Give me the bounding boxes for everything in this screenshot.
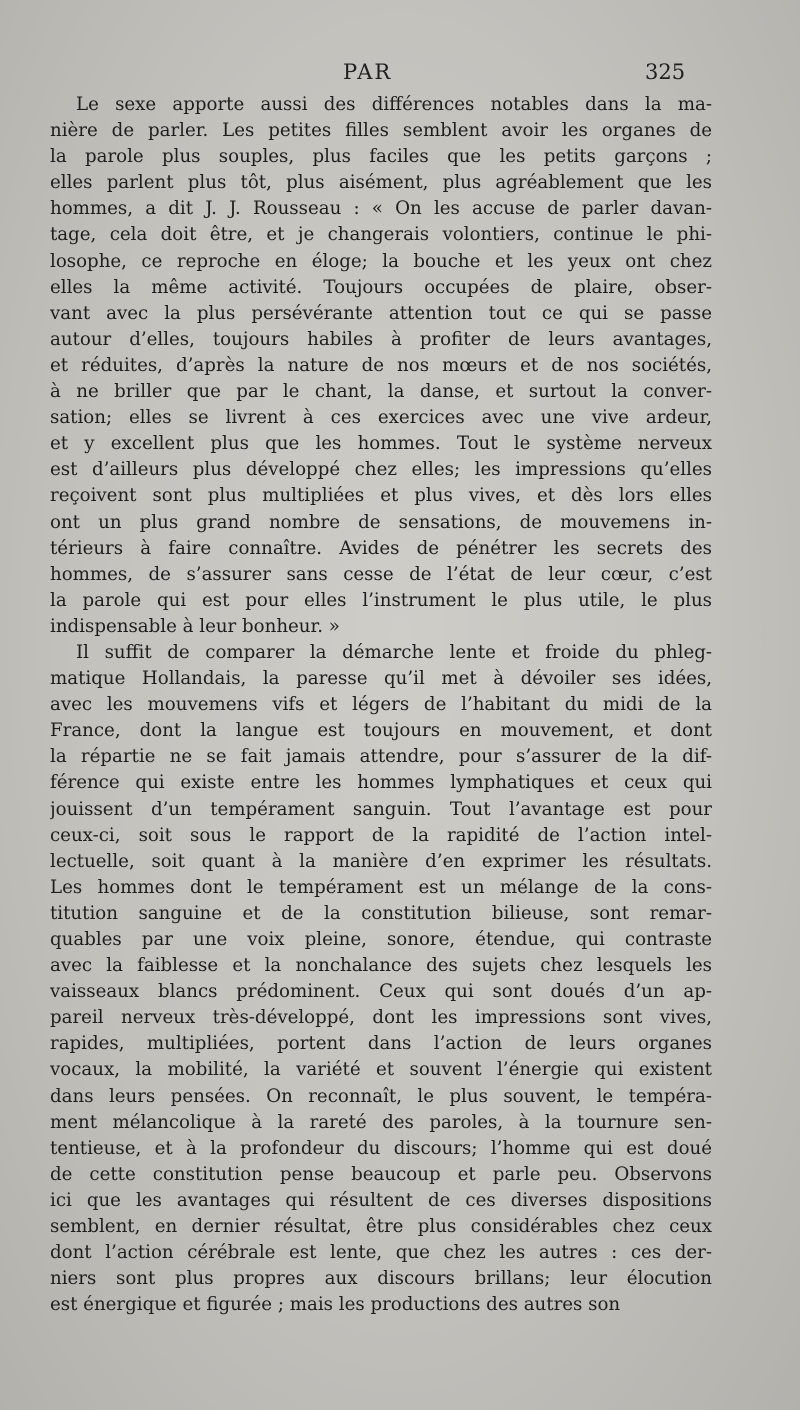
page-number: 325 bbox=[645, 60, 686, 84]
text-line: Il suffit de comparer la démarche lente et froide du phleg- bbox=[76, 641, 712, 663]
text-line: Le sexe apporte aussi des différences notables dans la ma- bbox=[76, 94, 712, 115]
text-line: hommes, a dit J. J. Rousseau : « On les accuse de parler davan- bbox=[50, 198, 712, 220]
text-line: vocaux, la mobilité, la variété et souvent l’énergie qui existent bbox=[50, 1059, 712, 1081]
text-line: niers sont plus propres aux discours brillans; leur élocution bbox=[50, 1268, 712, 1290]
page-header bbox=[0, 58, 800, 88]
text-line: et y excellent plus que les hommes. Tout le système nerveux bbox=[50, 433, 712, 455]
text-line: et réduites, d’après la nature de nos mœurs et de nos sociétés, bbox=[50, 354, 712, 376]
text-line: dans leurs pensées. On reconnaît, le plus souvent, le tempéra- bbox=[50, 1085, 712, 1107]
text-line: térieurs à faire connaître. Avides de pénétrer les secrets des bbox=[50, 537, 712, 559]
text-line: est d’ailleurs plus développé chez elles; les impressions qu’elles bbox=[50, 459, 712, 481]
text-line: indispensable à leur bonheur. » bbox=[50, 615, 340, 637]
text-line: la parole qui est pour elles l’instrument le plus utile, le plus bbox=[50, 589, 712, 611]
text-line: ici que les avantages qui résultent de ces diverses dispositions bbox=[50, 1189, 712, 1211]
text-line: matique Hollandais, la paresse qu’il met à dévoiler ses idées, bbox=[50, 668, 712, 690]
text-line: pareil nerveux très-développé, dont les impressions sont vives, bbox=[50, 1007, 712, 1029]
text-line: hommes, de s’assurer sans cesse de l’état de leur cœur, c’est bbox=[50, 563, 712, 585]
text-line: titution sanguine et de la constitution bilieuse, sont remar- bbox=[50, 902, 712, 924]
text-line: est énergique et figurée ; mais les productions des autres son bbox=[50, 1294, 621, 1316]
running-head: PAR bbox=[343, 60, 393, 84]
text-line: vaisseaux blancs prédominent. Ceux qui sont doués d’un ap- bbox=[50, 981, 712, 1003]
text-line: la parole plus souples, plus faciles que les petits garçons ; bbox=[50, 146, 712, 168]
text-line: dont l’action cérébrale est lente, que chez les autres : ces der- bbox=[50, 1242, 712, 1264]
text-line: ceux-ci, soit sous le rapport de la rapidité de l’action intel- bbox=[50, 824, 712, 846]
text-line: la répartie ne se fait jamais attendre, pour s’assurer de la dif- bbox=[50, 746, 712, 768]
text-line: elles la même activité. Toujours occupées de plaire, obser- bbox=[50, 276, 712, 298]
text-line: vant avec la plus persévérante attention tout ce qui se passe bbox=[50, 302, 712, 324]
text-line: lectuelle, soit quant à la manière d’en exprimer les résultats. bbox=[50, 850, 712, 872]
text-line: à ne briller que par le chant, la danse, et surtout la conver- bbox=[50, 381, 712, 403]
text-line: tage, cela doit être, et je changerais volontiers, continue le phi- bbox=[50, 224, 712, 246]
text-line: elles parlent plus tôt, plus aisément, plus agréablement que les bbox=[50, 172, 712, 194]
text-line: reçoivent sont plus multipliées et plus vives, et dès lors elles bbox=[50, 485, 712, 507]
text-line: Les hommes dont le tempérament est un mélange de la cons- bbox=[50, 876, 712, 898]
text-line: losophe, ce reproche en éloge; la bouche et les yeux ont chez bbox=[50, 250, 712, 272]
text-line: quables par une voix pleine, sonore, étendue, qui contraste bbox=[50, 929, 712, 950]
text-line: férence qui existe entre les hommes lymphatiques et ceux qui bbox=[50, 772, 712, 794]
text-line: ont un plus grand nombre de sensations, de mouvemens in- bbox=[50, 511, 712, 533]
text-line: tentieuse, et à la profondeur du discours; l’homme qui est doué bbox=[50, 1137, 712, 1159]
text-line: de cette constitution pense beaucoup et parle peu. Observons bbox=[50, 1163, 712, 1185]
text-line: autour d’elles, toujours habiles à profiter de leurs avantages, bbox=[50, 328, 712, 350]
body-text bbox=[50, 92, 712, 1318]
text-line: rapides, multipliées, portent dans l’action de leurs organes bbox=[50, 1033, 712, 1055]
text-line: nière de parler. Les petites filles semblent avoir les organes de bbox=[50, 120, 712, 142]
text-line: jouissent d’un tempérament sanguin. Tout l’avantage est pour bbox=[50, 798, 712, 820]
text-line: avec la faiblesse et la nonchalance des sujets chez lesquels les bbox=[50, 955, 712, 977]
text-line: ment mélancolique à la rareté des paroles, à la tournure sen- bbox=[50, 1111, 712, 1133]
text-line: sation; elles se livrent à ces exercices avec une vive ardeur, bbox=[50, 407, 712, 429]
text-line: France, dont la langue est toujours en mouvement, et dont bbox=[50, 720, 712, 742]
text-line: avec les mouvemens vifs et légers de l’habitant du midi de la bbox=[50, 694, 712, 716]
paragraph bbox=[50, 92, 712, 640]
paragraph bbox=[50, 640, 712, 1318]
text-line: semblent, en dernier résultat, être plus considérables chez ceux bbox=[50, 1216, 712, 1238]
